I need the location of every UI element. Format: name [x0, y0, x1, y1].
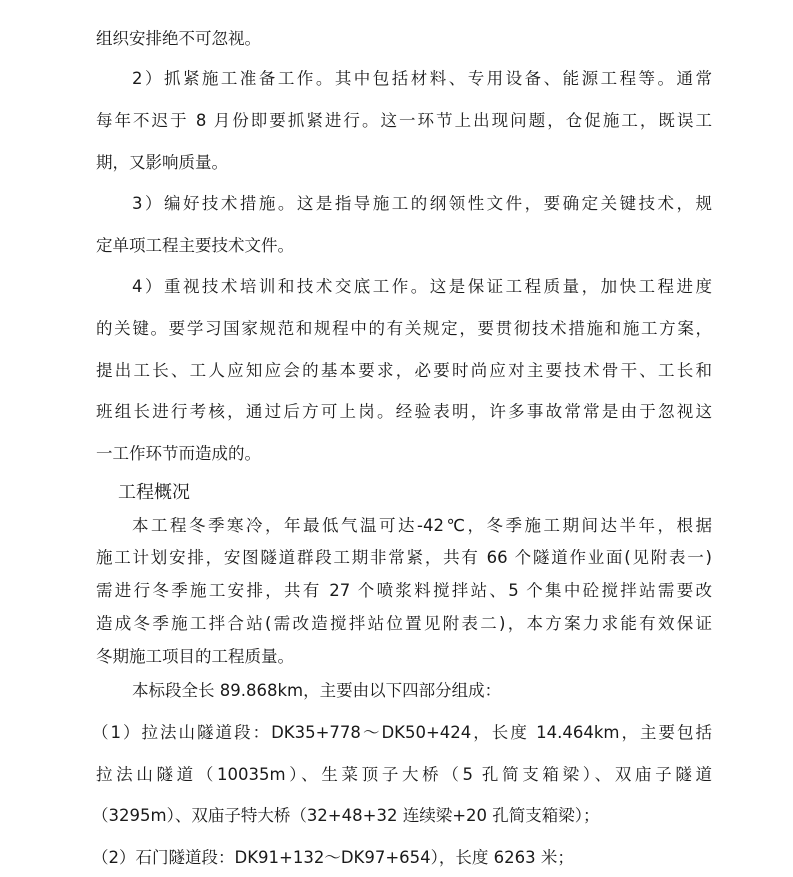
paragraph-line: （3295m）、双庙子特大桥（32+48+32 连续梁+20 孔简支箱梁）；	[92, 806, 600, 825]
paragraph-line: 一工作环节而造成的。	[96, 444, 261, 463]
paragraph-line: 拉法山隧道（10035m）、生菜顶子大桥（5 孔简支箱梁）、双庙子隧道	[96, 765, 712, 784]
paragraph-line: 4）重视技术培训和技术交底工作。这是保证工程质量，加快工程进度	[132, 277, 712, 296]
paragraph-line: 3）编好技术措施。这是指导施工的纲领性文件，要确定关键技术，规	[132, 194, 712, 213]
paragraph-line: 的关键。要学习国家规范和规程中的有关规定，要贯彻技术措施和施工方案，	[96, 319, 712, 338]
paragraph-line: 本工程冬季寒冷，年最低气温可达-42℃，冬季施工期间达半年，根据	[132, 516, 712, 535]
paragraph-line: 本标段全长 89.868km，主要由以下四部分组成：	[132, 681, 502, 700]
paragraph-line: 2）抓紧施工准备工作。其中包括材料、专用设备、能源工程等。通常	[132, 69, 712, 88]
paragraph-line: 班组长进行考核，通过后方可上岗。经验表明，许多事故常常是由于忽视这	[96, 402, 712, 421]
paragraph-line: 施工计划安排，安图隧道群段工期非常紧，共有 66 个隧道作业面(见附表一)	[96, 548, 712, 567]
paragraph-line: 每年不迟于 8 月份即要抓紧进行。这一环节上出现问题，仓促施工，既误工	[96, 111, 712, 130]
paragraph-line: 期，又影响质量。	[96, 153, 228, 172]
paragraph-line: （2）石门隧道段：DK91+132～DK97+654），长度 6263 米；	[92, 848, 574, 867]
paragraph-line: （1）拉法山隧道段：DK35+778～DK50+424，长度 14.464km，主要包括	[92, 723, 712, 742]
paragraph-line: 造成冬季施工拌合站(需改造搅拌站位置见附表二)，本方案力求能有效保证	[96, 614, 712, 633]
paragraph-line: 冬期施工项目的工程质量。	[96, 647, 294, 666]
paragraph-line: 组织安排绝不可忽视。	[96, 29, 261, 48]
section-heading: 工程概况	[118, 482, 190, 503]
paragraph-line: 定单项工程主要技术文件。	[96, 236, 294, 255]
paragraph-line: 需进行冬季施工安排，共有 27 个喷浆料搅拌站、5 个集中砼搅拌站需要改	[96, 581, 712, 600]
paragraph-line: 提出工长、工人应知应会的基本要求，必要时尚应对主要技术骨干、工长和	[96, 361, 712, 380]
